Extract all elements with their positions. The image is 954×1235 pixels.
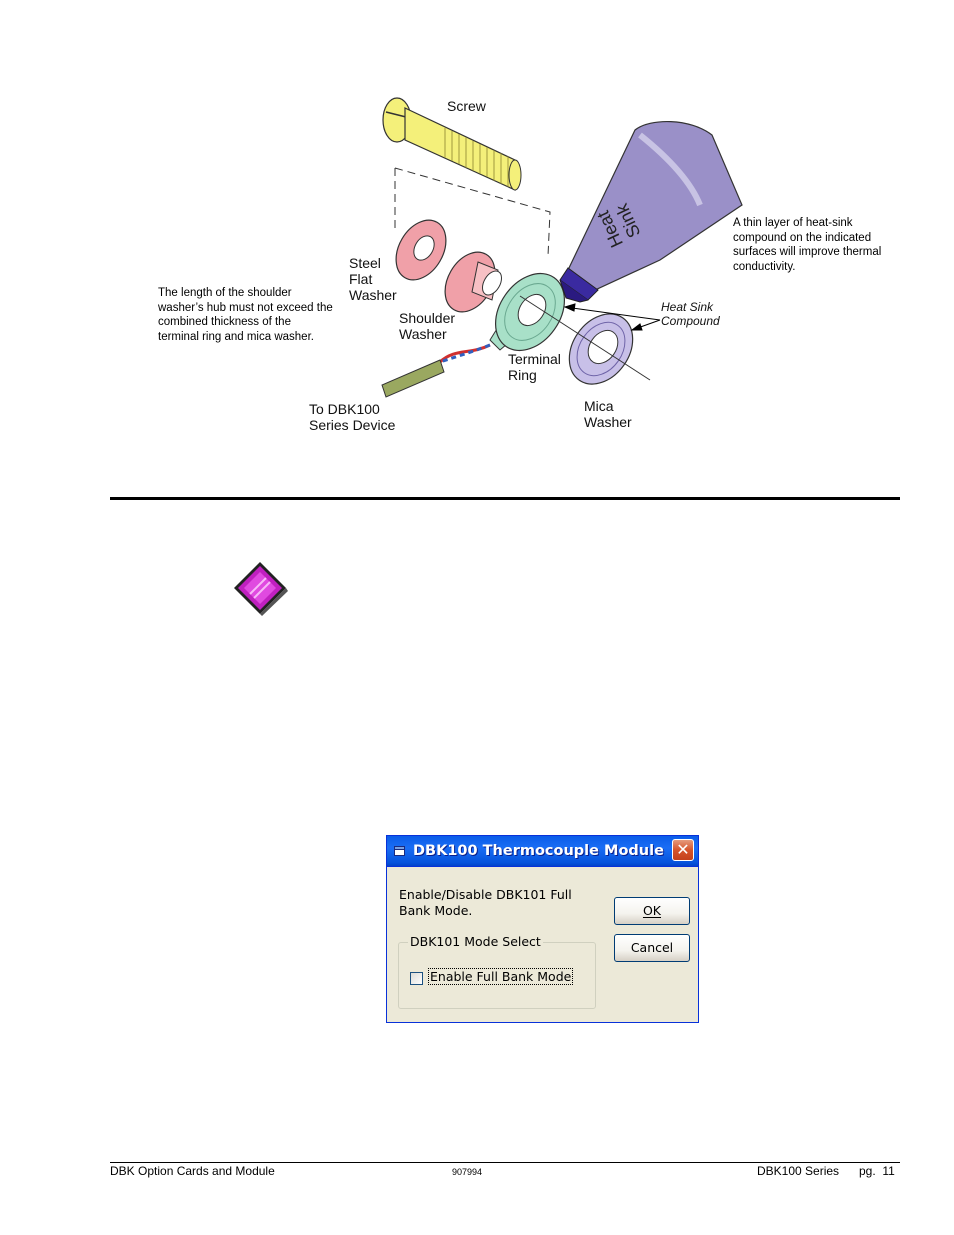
close-icon: ✕	[676, 840, 690, 859]
footer-page: pg. 11	[859, 1164, 895, 1178]
label-screw: Screw	[447, 98, 486, 114]
label-steel-flat-washer: Steel Flat Washer	[349, 255, 397, 303]
ok-button-label: OK	[642, 903, 662, 918]
dialog-message: Enable/Disable DBK101 Full Bank Mode.	[399, 887, 572, 918]
group-title: DBK101 Mode Select	[410, 934, 541, 949]
close-button[interactable]	[672, 839, 694, 861]
ok-button[interactable]	[614, 897, 690, 925]
cancel-button-label: Cancel	[630, 940, 674, 955]
full-bank-checkbox[interactable]	[410, 972, 423, 985]
tube-label: Heat Sink	[592, 200, 645, 251]
label-to-device: To DBK100 Series Device	[309, 401, 396, 433]
heat-sink-tube	[560, 122, 742, 302]
window-icon	[394, 845, 406, 857]
footer-divider	[110, 1162, 900, 1163]
footer-center: 907994	[452, 1167, 483, 1177]
note-shoulder-washer: The length of the shoulder washer’s hub must not exceed the combined thickness of the terminal ring and mica washer.	[158, 287, 333, 343]
wire	[382, 345, 490, 397]
assembly-diagram	[150, 85, 750, 445]
full-bank-checkbox-label[interactable]: Enable Full Bank Mode	[430, 969, 572, 984]
cancel-button[interactable]	[614, 934, 690, 962]
label-terminal-ring: Terminal Ring	[508, 351, 561, 383]
label-mica-washer: Mica Washer	[584, 398, 632, 430]
section-divider	[110, 497, 900, 500]
label-heat-sink-compound: Heat Sink Compound	[661, 300, 720, 328]
footer-series: DBK100 Series	[757, 1164, 840, 1178]
dialog-title: DBK100 Thermocouple Module	[413, 843, 664, 859]
mode-select-group	[398, 934, 596, 1009]
book-icon	[230, 558, 290, 616]
thermocouple-dialog	[386, 835, 699, 1023]
footer-left: DBK Option Cards and Module	[110, 1164, 275, 1178]
label-shoulder-washer: Shoulder Washer	[399, 310, 456, 342]
dialog-titlebar[interactable]	[387, 836, 698, 867]
note-heat-sink: A thin layer of heat-sink compound on the indicated surfaces will improve thermal conductivity.	[733, 217, 882, 273]
